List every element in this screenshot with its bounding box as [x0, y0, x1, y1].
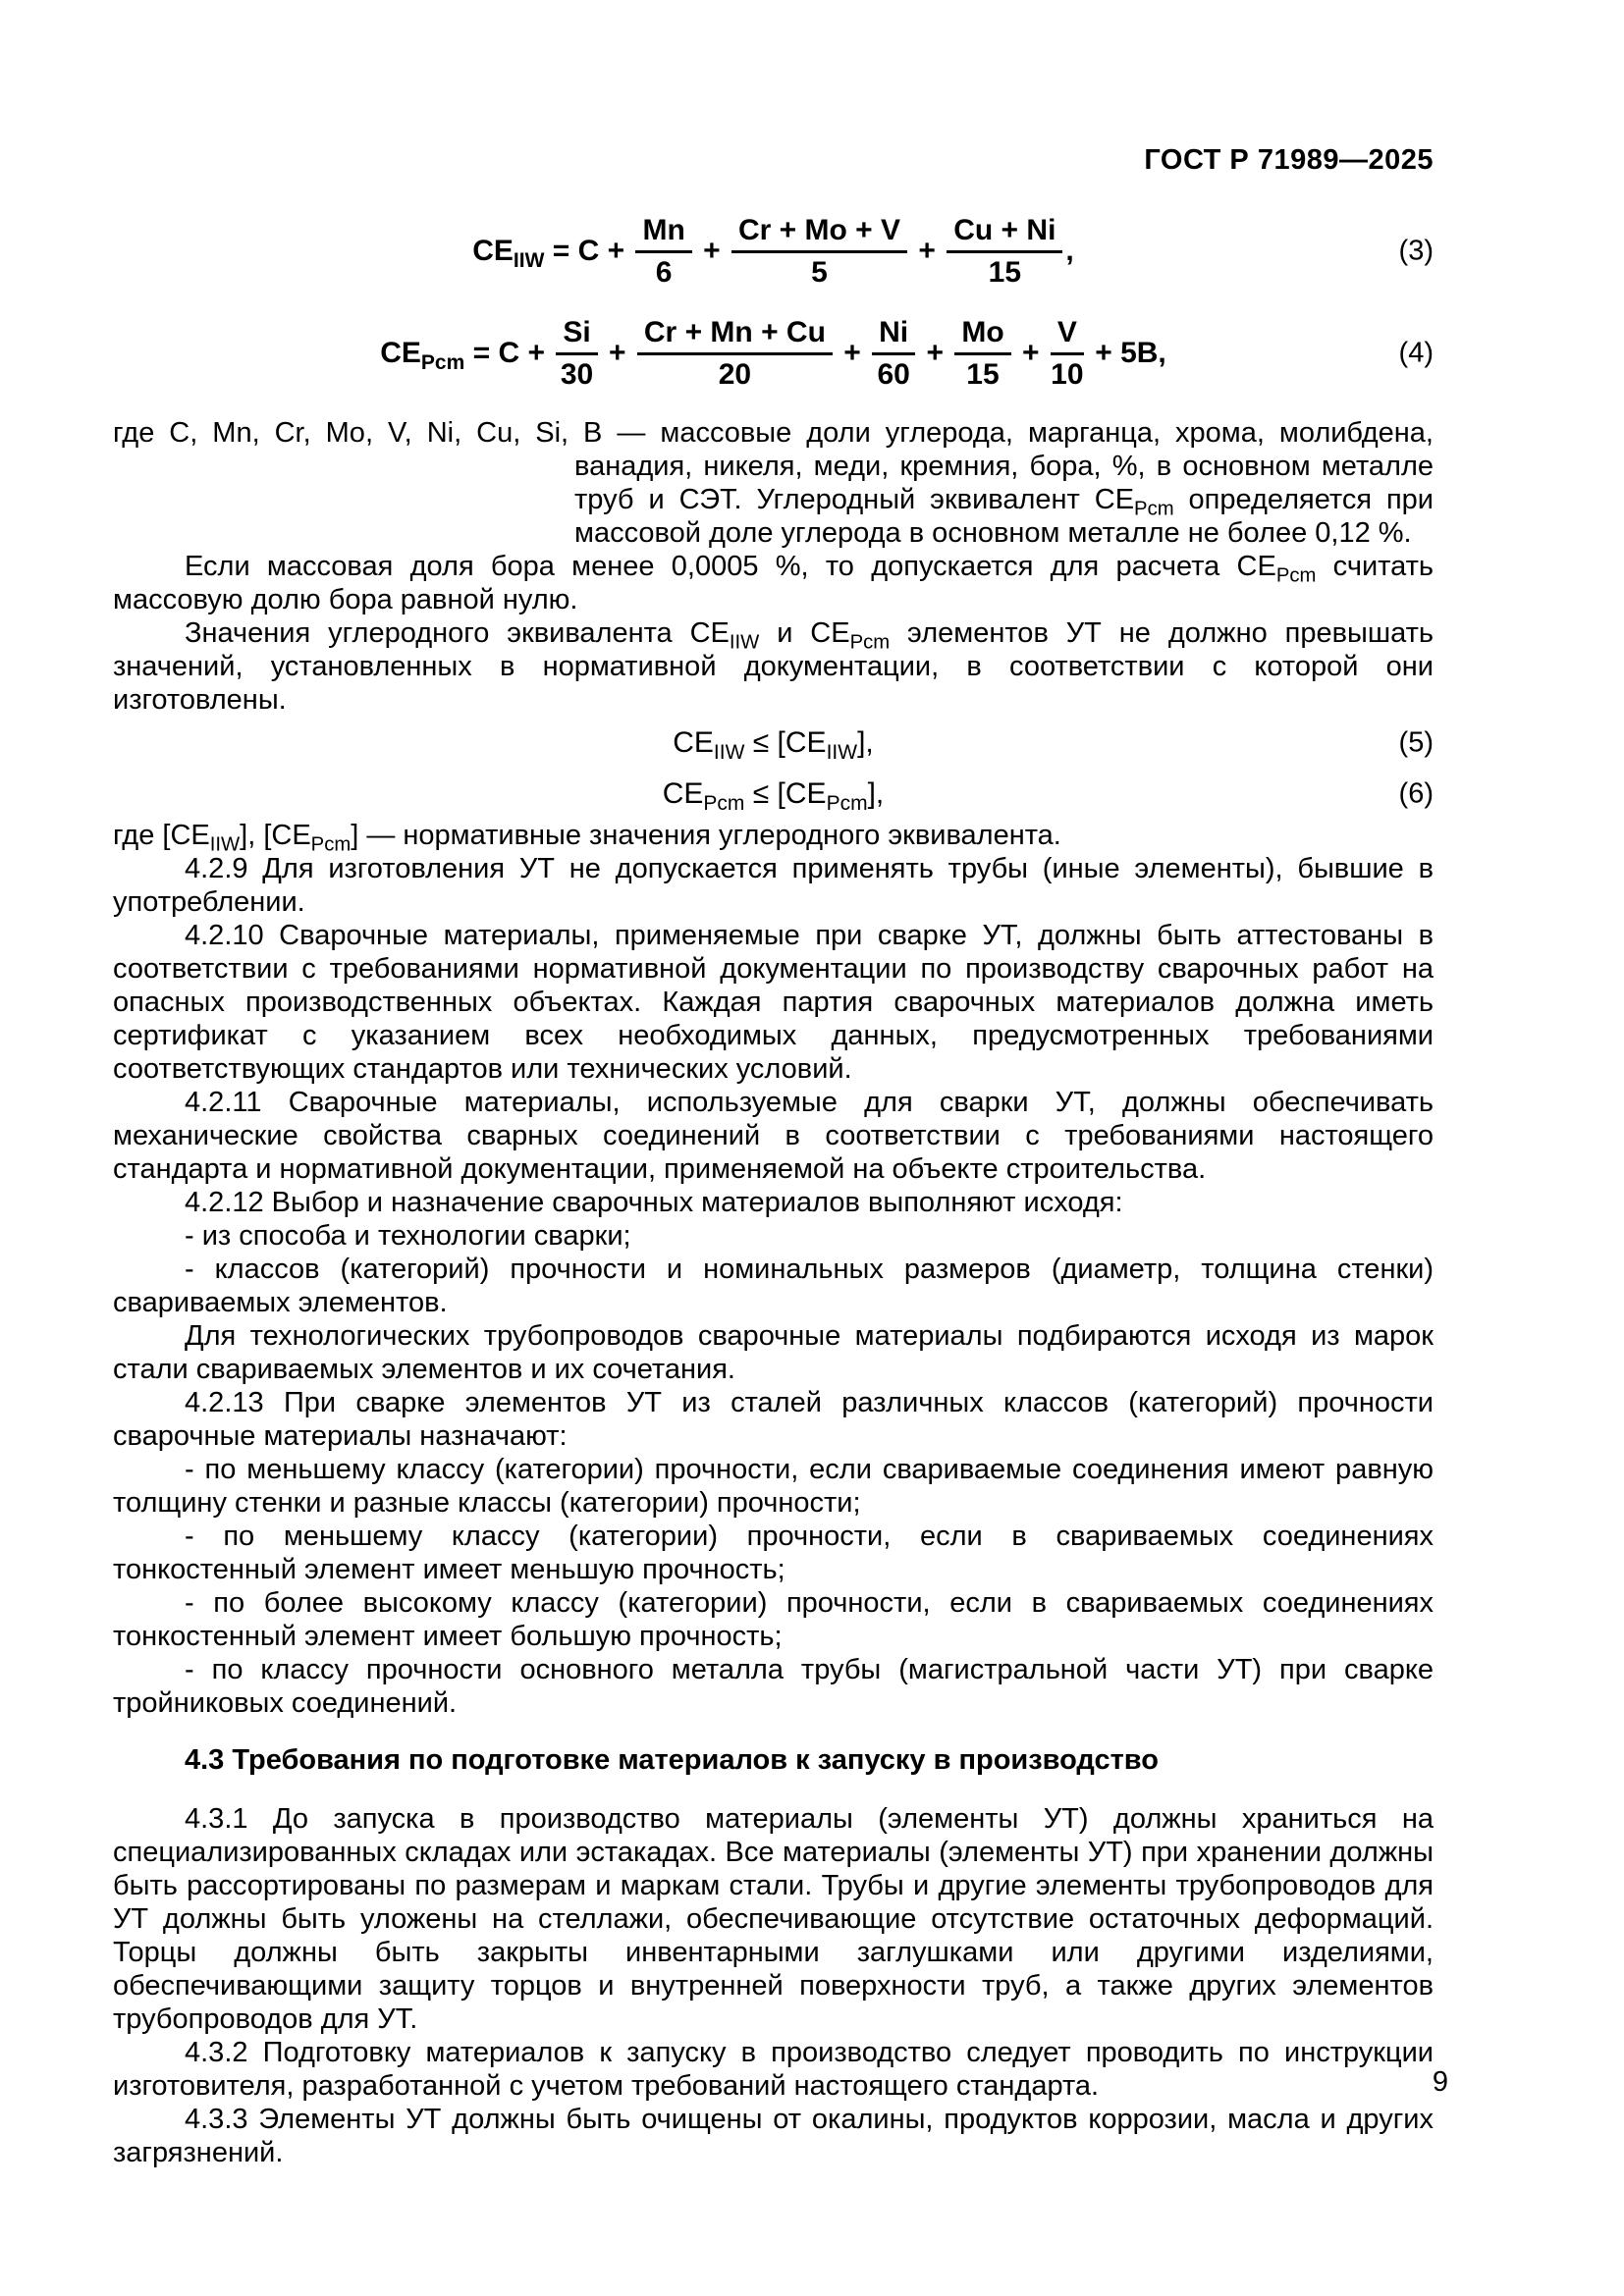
where-elements-paragraph — [113, 416, 1434, 550]
list-item-main-pipe: - по классу прочности основного металла трубы (магистральной части УТ) при сварке тройниковых соединений. — [113, 1654, 1434, 1719]
equation-6-number: (6) — [1398, 777, 1434, 810]
paragraph-4-3-1: 4.3.1 До запуска в производство материалы (элементы УТ) должны храниться на специализированных складах или эстакадах. Все материалы (элементы УТ) при хранении должны быть рассортированы по размерам и маркам стали. Трубы и другие элементы трубопроводов для УТ должны быть уложены на стеллажи, обеспечивающие отсутствие остаточных деформаций. Торцы должны быть закрыты инвентарными заглушками или другими изделиями, обеспечивающими защиту торцов и внутренней поверхности труб, а также других элементов трубопроводов для УТ. — [113, 1803, 1434, 2035]
where-elements-definition: массовые доли углерода, марганца, хрома, молибдена, ванадия, никеля, меди, кремния, бора, %, в основном металле труб и СЭТ. Углеродный эквивалент $CE_{Pcm}$ определяется при массовой доле углерода в основном металле не более 0,12 %. — [574, 417, 1434, 549]
page-number: 9 — [1432, 2066, 1448, 2098]
equation-4 — [113, 306, 1434, 400]
equation-3-body: $CE_{IIW} = C$ + $\frac{Mn}{6}$ + $\frac{Cr + Mo + V}{5}$ + $\frac{Cu + Ni}{15}$ , — [472, 213, 1074, 289]
list-item-method: - из способа и технологии сварки; — [185, 1220, 631, 1252]
paragraph-tech-pipelines: Для технологических трубопроводов сварочные материалы подбираются исходя из марок стали свариваемых элементов и их сочетания. — [113, 1320, 1434, 1385]
list-item-classes: - классов (категорий) прочности и номинальных размеров (диаметр, толщина стенки) свариваемых элементов. — [113, 1254, 1434, 1318]
equation-6-body: $CE_{Pcm} \le [CE_{Pcm}]$, — [662, 777, 885, 815]
list-item-lower-thin: - по меньшему классу (категории) прочности, если в свариваемых соединениях тонкостенный элемент имеет меньшую прочность; — [113, 1521, 1434, 1585]
paragraph-boron: Если массовая доля бора менее 0,0005 %, то допускается для расчета $CE_{Pcm}$ считать массовую долю бора равной нулю. — [113, 551, 1434, 615]
equation-5-number: (5) — [1398, 726, 1434, 759]
document-header: ГОСТ Р 71989—2025 — [1144, 144, 1434, 176]
text-column — [113, 0, 1434, 2169]
equation-5 — [113, 719, 1434, 768]
where-normative-paragraph: где $[CE_{IIW}]$, $[CE_{Pcm}]$ — нормативные значения углеродного эквивалента. — [113, 820, 1061, 856]
paragraph-4-2-11: 4.2.11 Сварочные материалы, используемые для сварки УТ, должны обеспечивать механические свойства сварных соединений в соответствии с требованиями настоящего стандарта и нормативной документации, применяемой на объекте строительства. — [113, 1087, 1434, 1185]
equation-4-body: $CE_{Pcm} = C$ + $\frac{Si}{30}$ + $\frac{Cr + Mn + Cu}{20}$ + $\frac{Ni}{60}$ + $\frac{Mo}{15}$ + $\frac{V}{10}$ + 5B, — [380, 315, 1166, 391]
paragraph-4-3-3: 4.3.3 Элементы УТ должны быть очищены от окалины, продуктов коррозии, масла и других загрязнений. — [113, 2104, 1434, 2168]
equation-3-number: (3) — [1398, 235, 1434, 267]
paragraph-4-2-12: 4.2.12 Выбор и назначение сварочных материалов выполняют исходя: — [185, 1187, 1123, 1218]
equation-6 — [113, 770, 1434, 819]
paragraph-4-2-9: 4.2.9 Для изготовления УТ не допускается применять трубы (иные элементы), бывшие в употреблении. — [113, 853, 1434, 918]
equation-4-number: (4) — [1398, 337, 1434, 369]
list-item-higher: - по более высокому классу (категории) прочности, если в свариваемых соединениях тонкостенный элемент имеет большую прочность; — [113, 1587, 1434, 1652]
paragraph-4-2-10: 4.2.10 Сварочные материалы, применяемые при сварке УТ, должны быть аттестованы в соответствии с требованиями нормативной документации по производству сварочных работ на опасных производственных объектах. Каждая партия сварочных материалов должна иметь сертификат с указанием всех необходимых данных, предусмотренных требованиями соответствующих стандартов или технических условий. — [113, 920, 1434, 1085]
equation-5-body: $CE_{IIW} \le [CE_{IIW}]$, — [673, 726, 874, 764]
paragraph-ce-values: Значения углеродного эквивалента $CE_{IIW}$ и $CE_{Pcm}$ элементов УТ не должно превышать значений, установленных в нормативной документации, в соответствии с которой они изготовлены. — [113, 617, 1434, 716]
equation-3 — [113, 204, 1434, 298]
paragraph-4-2-13: 4.2.13 При сварке элементов УТ из сталей различных классов (категорий) прочности сварочные материалы назначают: — [113, 1387, 1434, 1452]
where-elements-label: где C, Mn, Cr, Mo, V, Ni, Cu, Si, B — — [113, 417, 661, 449]
list-item-lower-equal: - по меньшему классу (категории) прочности, если свариваемые соединения имеют равную толщину стенки и разные классы (категории) прочности; — [113, 1454, 1434, 1519]
section-heading-4-3: 4.3 Требования по подготовке материалов к запуску в производство — [185, 1744, 1159, 1776]
paragraph-4-3-2: 4.3.2 Подготовку материалов к запуску в производство следует проводить по инструкции изготовителя, разработанной с учетом требований настоящего стандарта. — [113, 2037, 1434, 2102]
